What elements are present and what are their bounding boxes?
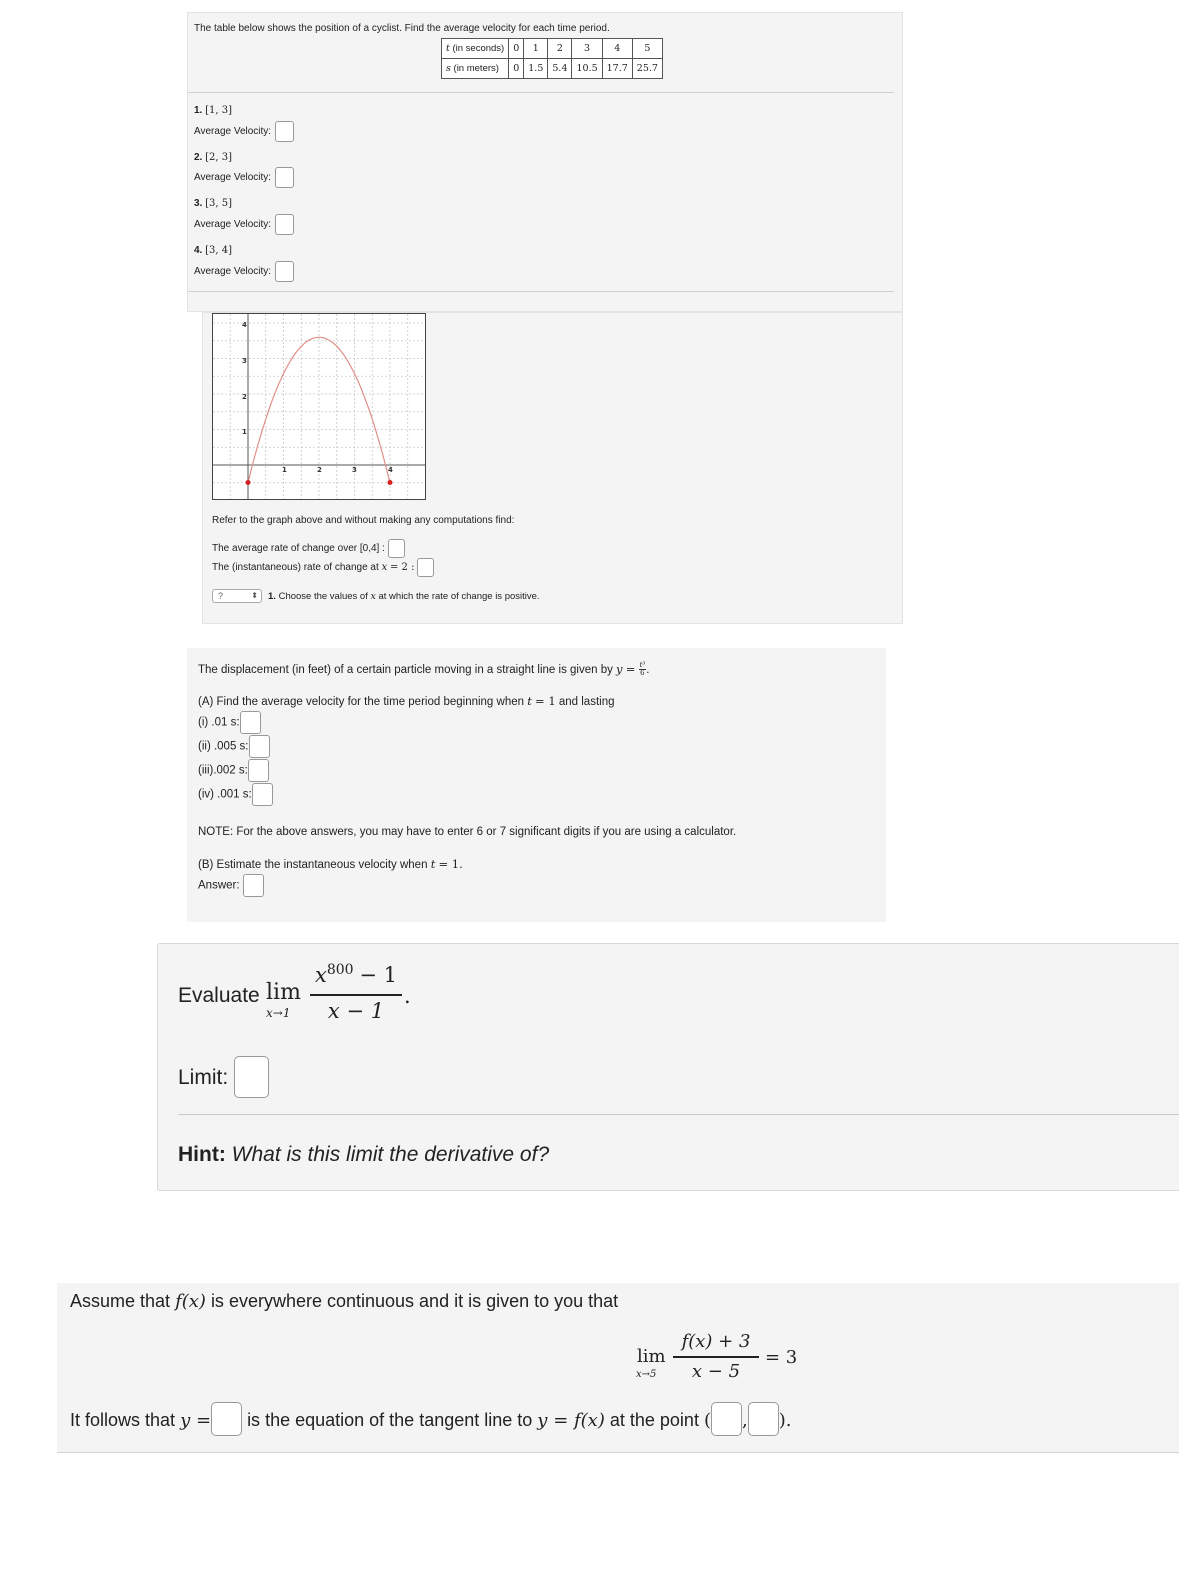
lim-operator: lim [637, 1346, 666, 1367]
table-cell: 0 [509, 59, 524, 79]
x-tick-label: 3 [352, 466, 357, 474]
s-header: s (in meters) [442, 59, 509, 79]
hint-row: Hint: What is this limit the derivative of? [178, 1143, 550, 1166]
particle-intro: The displacement (in feet) of a certain particle moving in a straight line is given by y = $\frac{\text{t³}}{6}$ . [198, 661, 650, 678]
y-tick-label: 3 [242, 357, 247, 365]
instantaneous-velocity-input[interactable] [243, 874, 264, 897]
interval-row-i: (i) .01 s: [198, 711, 261, 734]
tangent-problem-panel [57, 1283, 1179, 1453]
avg-velocity-row-2: Average Velocity: [194, 167, 294, 188]
interval-row-iv: (iv) .001 s: [198, 783, 273, 806]
velocity-input-ii[interactable] [249, 735, 270, 758]
part-b-text: (B) Estimate the instantaneous velocity when t = 1. [198, 857, 463, 871]
limit-answer-row: Limit: [178, 1056, 269, 1098]
avg-velocity-input-2[interactable] [275, 167, 294, 188]
period: . [404, 984, 411, 1008]
fraction-bar [673, 1356, 759, 1358]
interval-row-ii: (ii) .005 s: [198, 735, 270, 758]
table-row [442, 59, 663, 79]
point-y-input[interactable] [748, 1402, 779, 1436]
tangent-fraction-numerator: f(x) + 3 [681, 1331, 751, 1352]
avg-velocity-row-1: Average Velocity: [194, 121, 294, 142]
velocity-input-iii[interactable] [248, 759, 269, 782]
interval-row-iii: (iii).002 s: [198, 759, 269, 782]
point-start [246, 480, 251, 485]
tangent-equation-input[interactable] [211, 1402, 242, 1436]
assume-text: Assume that f(x) is everywhere continuous and it is given to you that [70, 1291, 619, 1312]
avg-rate-row: The average rate of change over [0,4] : [212, 539, 405, 558]
inst-rate-row: The (instantaneous) rate of change at x = 2 : [212, 558, 434, 577]
table-cell: 4 [602, 39, 632, 59]
y-tick-label: 2 [242, 393, 247, 401]
velocity-input-i[interactable] [240, 711, 261, 734]
divider [188, 291, 894, 292]
interval-item-2: 2. [2, 3] [194, 152, 233, 163]
positive-values-select[interactable]: ? ⬍ [212, 589, 262, 603]
part-a-text: (A) Find the average velocity for the time period beginning when t = 1 and lasting [198, 694, 615, 708]
lim-operator: lim [266, 980, 301, 1005]
table-cell: 2 [548, 39, 572, 59]
cyclist-intro: The table below shows the position of a cyclist. Find the average velocity for each time period. [194, 23, 610, 34]
evaluate-label: Evaluate [178, 984, 260, 1007]
x-tick-label: 4 [388, 466, 393, 474]
t-cubed-over-6: $\frac{\text{t³}}{6}$ [639, 661, 646, 678]
table-cell: 1.5 [524, 59, 548, 79]
follows-row: It follows that y = is the equation of the tangent line to y = f(x) at the point ( , ). [70, 1402, 791, 1436]
select-arrows-icon: ⬍ [251, 591, 258, 600]
particle-problem-panel [187, 648, 886, 922]
note-text: NOTE: For the above answers, you may have to enter 6 or 7 significant digits if you are using a calculator. [198, 826, 737, 838]
choose-text: 1. Choose the values of x at which the rate of change is positive. [268, 591, 540, 602]
limit-problem-panel [157, 943, 1179, 1191]
avg-velocity-input-3[interactable] [275, 214, 294, 235]
table-cell: 0 [509, 39, 524, 59]
tangent-fraction-denominator: x − 5 [691, 1361, 741, 1382]
interval-item-1: 1. [1, 3] [194, 105, 233, 116]
table-cell: 10.5 [572, 59, 602, 79]
refer-text: Refer to the graph above and without making any computations find: [212, 515, 515, 526]
avg-velocity-input-4[interactable] [275, 261, 294, 282]
limit-numerator: $x^{800} - 1$ [314, 962, 398, 987]
y-tick-label: 4 [242, 321, 247, 329]
divider [178, 1114, 1179, 1115]
table-row [442, 39, 663, 59]
avg-velocity-input-1[interactable] [275, 121, 294, 142]
x-tick-label: 2 [317, 466, 322, 474]
lim-subscript: x→1 [266, 1006, 291, 1020]
avg-velocity-row-3: Average Velocity: [194, 214, 294, 235]
table-cell: 3 [572, 39, 602, 59]
table-cell: 17.7 [602, 59, 632, 79]
position-table [441, 38, 663, 79]
answer-row: Answer: [198, 874, 264, 897]
limit-input[interactable] [234, 1056, 269, 1098]
parabola-graph [212, 313, 426, 501]
interval-item-4: 4. [3, 4] [194, 245, 233, 256]
interval-item-3: 3. [3, 5] [194, 198, 233, 209]
inst-rate-input[interactable] [417, 558, 434, 577]
velocity-input-iv[interactable] [252, 783, 273, 806]
y-tick-label: 1 [242, 428, 247, 436]
avg-rate-input[interactable] [388, 539, 405, 558]
point-x-input[interactable] [711, 1402, 742, 1436]
divider [188, 92, 894, 93]
t-header: t (in seconds) [442, 39, 509, 59]
fraction-bar [310, 994, 402, 996]
table-cell: 1 [524, 39, 548, 59]
graph-problem-panel [202, 312, 903, 624]
table-cell: 5.4 [548, 59, 572, 79]
cyclist-problem-panel [187, 12, 903, 312]
table-cell: 5 [632, 39, 662, 59]
limit-denominator: x − 1 [327, 999, 385, 1023]
table-cell: 25.7 [632, 59, 662, 79]
equals-three: = 3 [765, 1347, 798, 1368]
point-end [388, 480, 393, 485]
avg-velocity-row-4: Average Velocity: [194, 261, 294, 282]
x-tick-label: 1 [282, 466, 287, 474]
lim-subscript: x→5 [636, 1369, 657, 1380]
